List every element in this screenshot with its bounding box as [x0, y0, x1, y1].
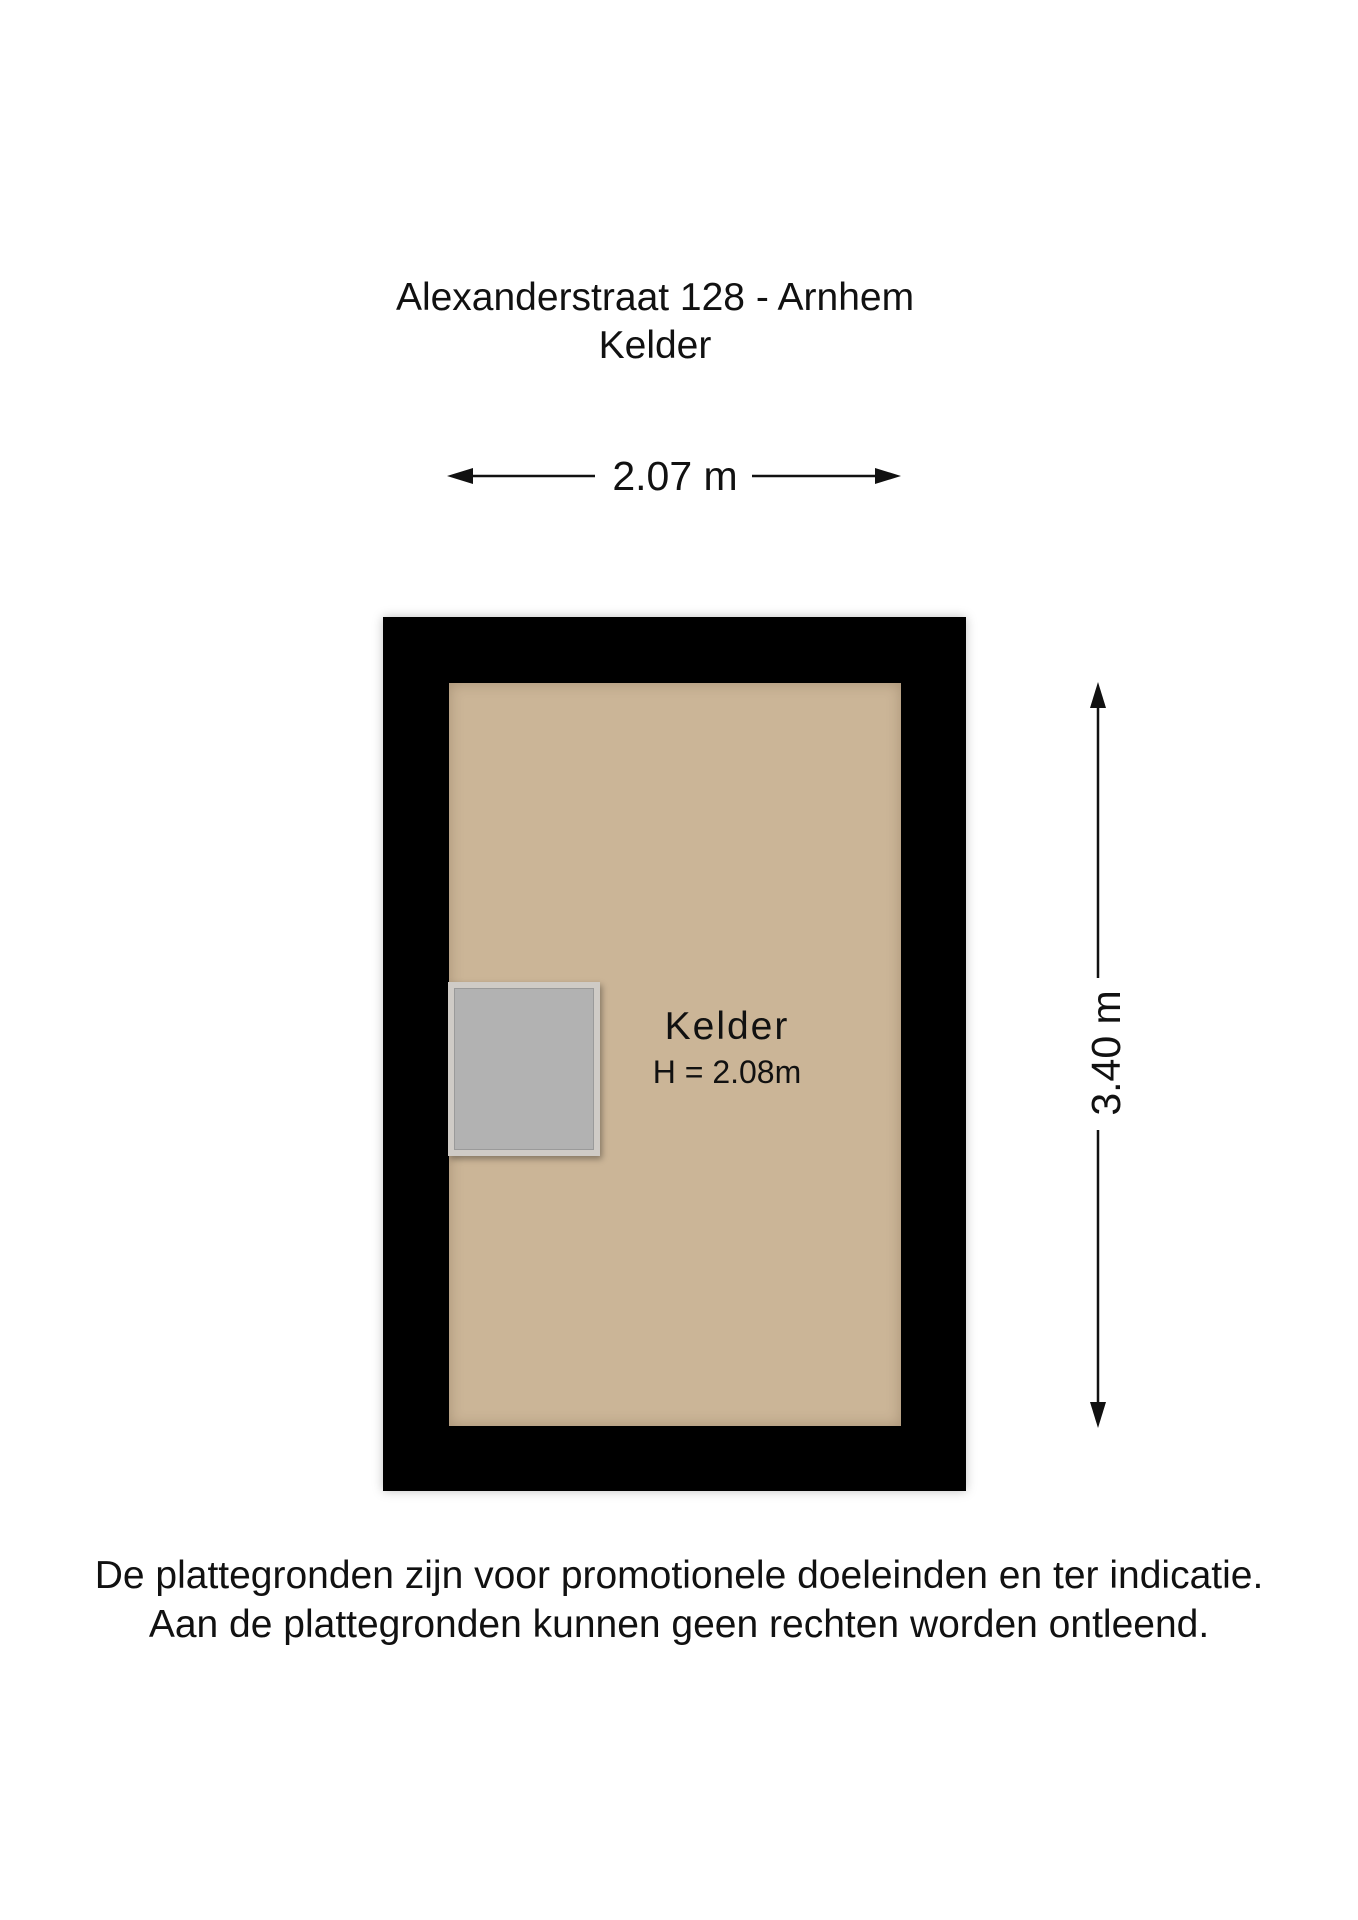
stair-opening-inner-edge: [454, 988, 594, 1150]
floorplan-floor-title: Kelder: [598, 324, 712, 367]
stair-opening: [448, 982, 600, 1156]
disclaimer-line-2: Aan de plattegronden kunnen geen rechten worden ontleend.: [148, 1603, 1210, 1646]
height-dimension-label: 3.40 m: [1082, 978, 1130, 1128]
floorplan-address-title: Alexanderstraat 128 - Arnhem: [395, 276, 915, 319]
height-arrow-up-icon: [1090, 682, 1106, 708]
room-ceiling-height-label: H = 2.08m: [652, 1054, 802, 1090]
width-arrow-right-icon: [875, 468, 901, 484]
height-arrow-down-icon: [1090, 1402, 1106, 1428]
width-arrow-left-icon: [447, 468, 473, 484]
room-name-label: Kelder: [664, 1005, 790, 1048]
disclaimer-line-1: De plattegronden zijn voor promotionele doeleinden en ter indicatie.: [94, 1554, 1264, 1597]
width-dimension-label: 2.07 m: [600, 452, 750, 500]
